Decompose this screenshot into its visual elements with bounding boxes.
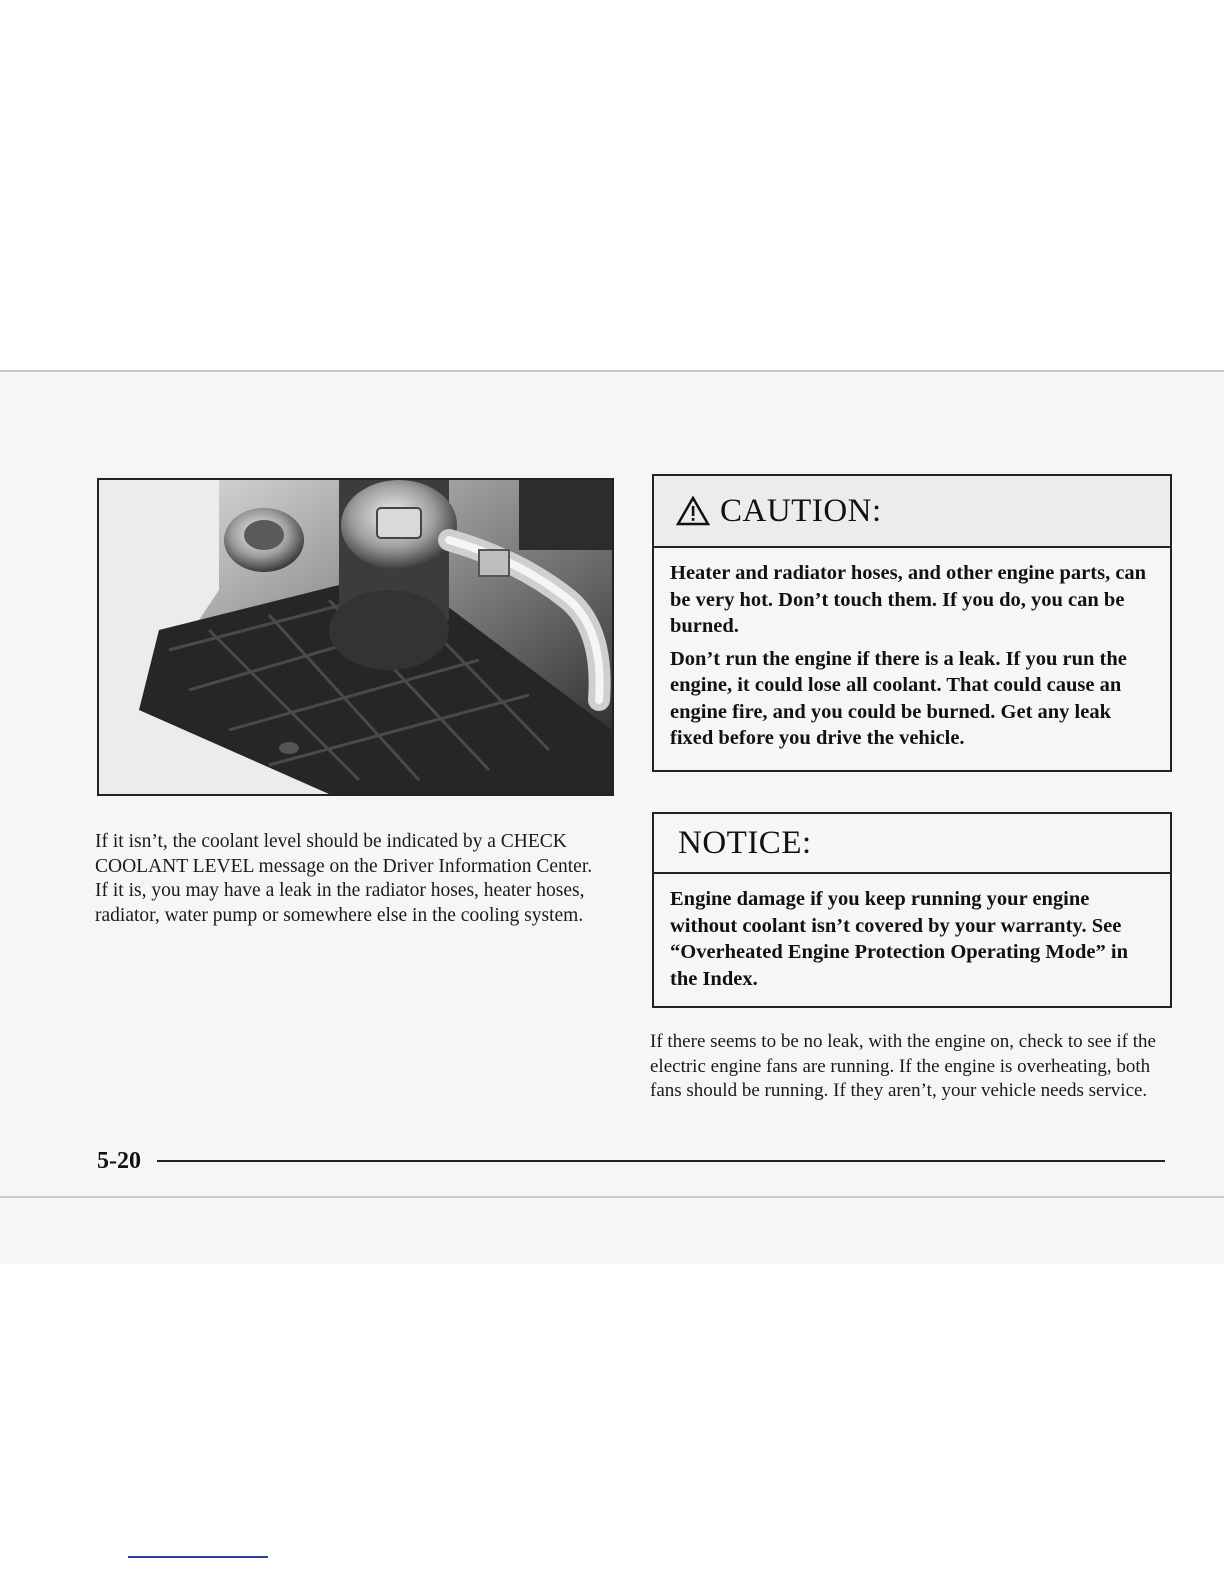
page-number: 5-20 [97, 1148, 141, 1174]
caution-header [654, 476, 1170, 548]
page-bottom-edge [0, 1196, 1224, 1198]
footer-rule [157, 1160, 1165, 1162]
fans-check-paragraph: If there seems to be no leak, with the engine on, check to see if the electric engine fans are running. If the engine is overheating, both fans should be running. If they aren’t, your vehicle needs service. [650, 1031, 1156, 1101]
caution-body [654, 548, 1170, 768]
notice-body [654, 874, 1170, 1008]
caution-paragraph-leak: Don’t run the engine if there is a leak. If you run the engine, it could lose all coolant. That could cause an engine fire, and you could be burned. Get any leak fixed before you drive the vehicle. [670, 647, 1127, 749]
warning-triangle-icon [676, 496, 710, 526]
notice-paragraph: Engine damage if you keep running your engine without coolant isn’t covered by your warranty. See “Overheated Engine Protection Operating Mode” in the Index. [670, 888, 1128, 990]
caution-box [652, 474, 1172, 772]
bottom-edge-mark [128, 1556, 268, 1558]
caution-title: CAUTION: [720, 492, 882, 529]
notice-title: NOTICE: [678, 824, 812, 861]
notice-box [652, 812, 1172, 1008]
engine-photo [97, 478, 614, 796]
engine-photo-illustration [99, 480, 612, 794]
notice-header [654, 814, 1170, 874]
coolant-level-paragraph: If it isn’t, the coolant level should be indicated by a CHECK COOLANT LEVEL message on the Driver Information Center. If it is, you may have a leak in the radiator hoses, heater hoses, radiator, water pump or somewhere else in the cooling system. [95, 831, 593, 926]
caution-paragraph-hot-parts: Heater and radiator hoses, and other engine parts, can be very hot. Don’t touch them. If you do, you can be burned. [670, 562, 1147, 637]
